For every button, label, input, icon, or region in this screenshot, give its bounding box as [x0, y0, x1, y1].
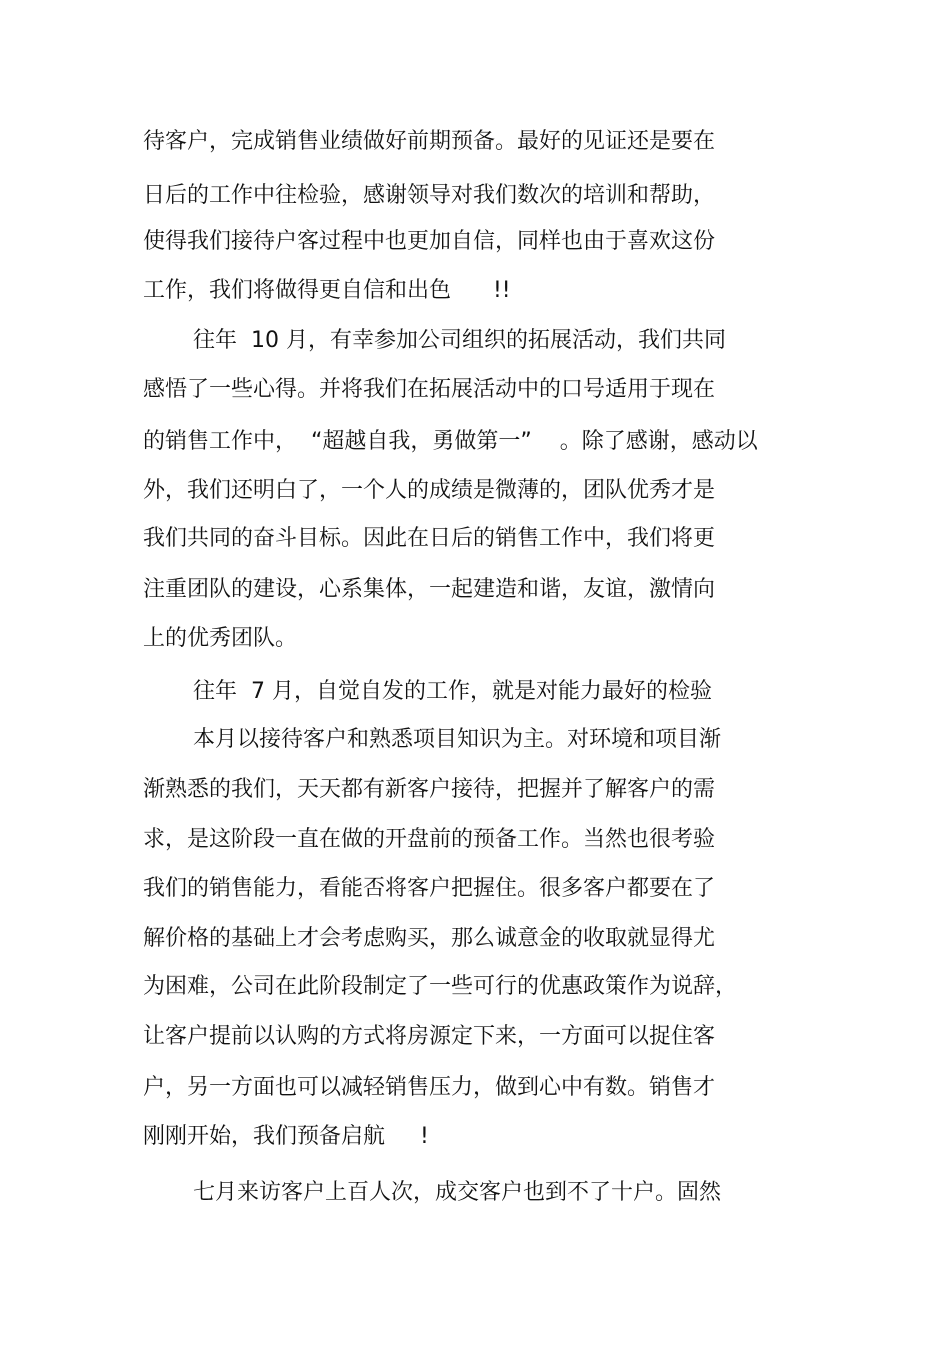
text-line: 工作，我们将做得更自信和出色 !!: [143, 278, 511, 303]
text-line: 让客户提前以认购的方式将房源定下来，一方面可以捉住客: [143, 1024, 716, 1049]
text-line: 本月以接待客户和熟悉项目知识为主。对环境和项目渐: [193, 727, 722, 752]
text-line: 待客户，完成销售业绩做好前期预备。最好的见证还是要在: [143, 129, 716, 154]
text-line: 刚刚开始，我们预备启航 !: [143, 1124, 429, 1149]
text-line: 我们共同的奋斗目标。因此在日后的销售工作中，我们将更: [143, 526, 716, 551]
text-line: 户，另一方面也可以减轻销售压力，做到心中有数。销售才: [143, 1075, 716, 1100]
text-line: 七月来访客户上百人次，成交客户也到不了十户。固然: [193, 1180, 722, 1205]
text-line: 的销售工作中， “超越自我，勇做第一” 。除了感谢，感动以: [143, 429, 758, 454]
text-line: 上的优秀团队。: [143, 626, 298, 651]
text-line: 往年 7 月，自觉自发的工作，就是对能力最好的检验: [193, 679, 712, 704]
text-line: 往年 10 月，有幸参加公司组织的拓展活动，我们共同: [193, 328, 726, 353]
text-line: 为困难，公司在此阶段制定了一些可行的优惠政策作为说辞，: [143, 974, 738, 999]
text-line: 渐熟悉的我们，天天都有新客户接待，把握并了解客户的需: [143, 777, 716, 802]
text-line: 注重团队的建设，心系集体，一起建造和谐，友谊，激情向: [143, 577, 716, 602]
text-line: 求，是这阶段一直在做的开盘前的预备工作。当然也很考验: [143, 827, 716, 852]
text-line: 解价格的基础上才会考虑购买，那么诚意金的收取就显得尤: [143, 926, 716, 951]
text-line: 日后的工作中往检验，感谢领导对我们数次的培训和帮助，: [143, 183, 716, 208]
text-line: 使得我们接待户客过程中也更加自信，同样也由于喜欢这份: [143, 229, 716, 254]
text-line: 我们的销售能力，看能否将客户把握住。很多客户都要在了: [143, 876, 716, 901]
text-line: 感悟了一些心得。并将我们在拓展活动中的口号适用于现在: [143, 377, 716, 402]
text-line: 外，我们还明白了，一个人的成绩是微薄的，团队优秀才是: [143, 478, 716, 503]
